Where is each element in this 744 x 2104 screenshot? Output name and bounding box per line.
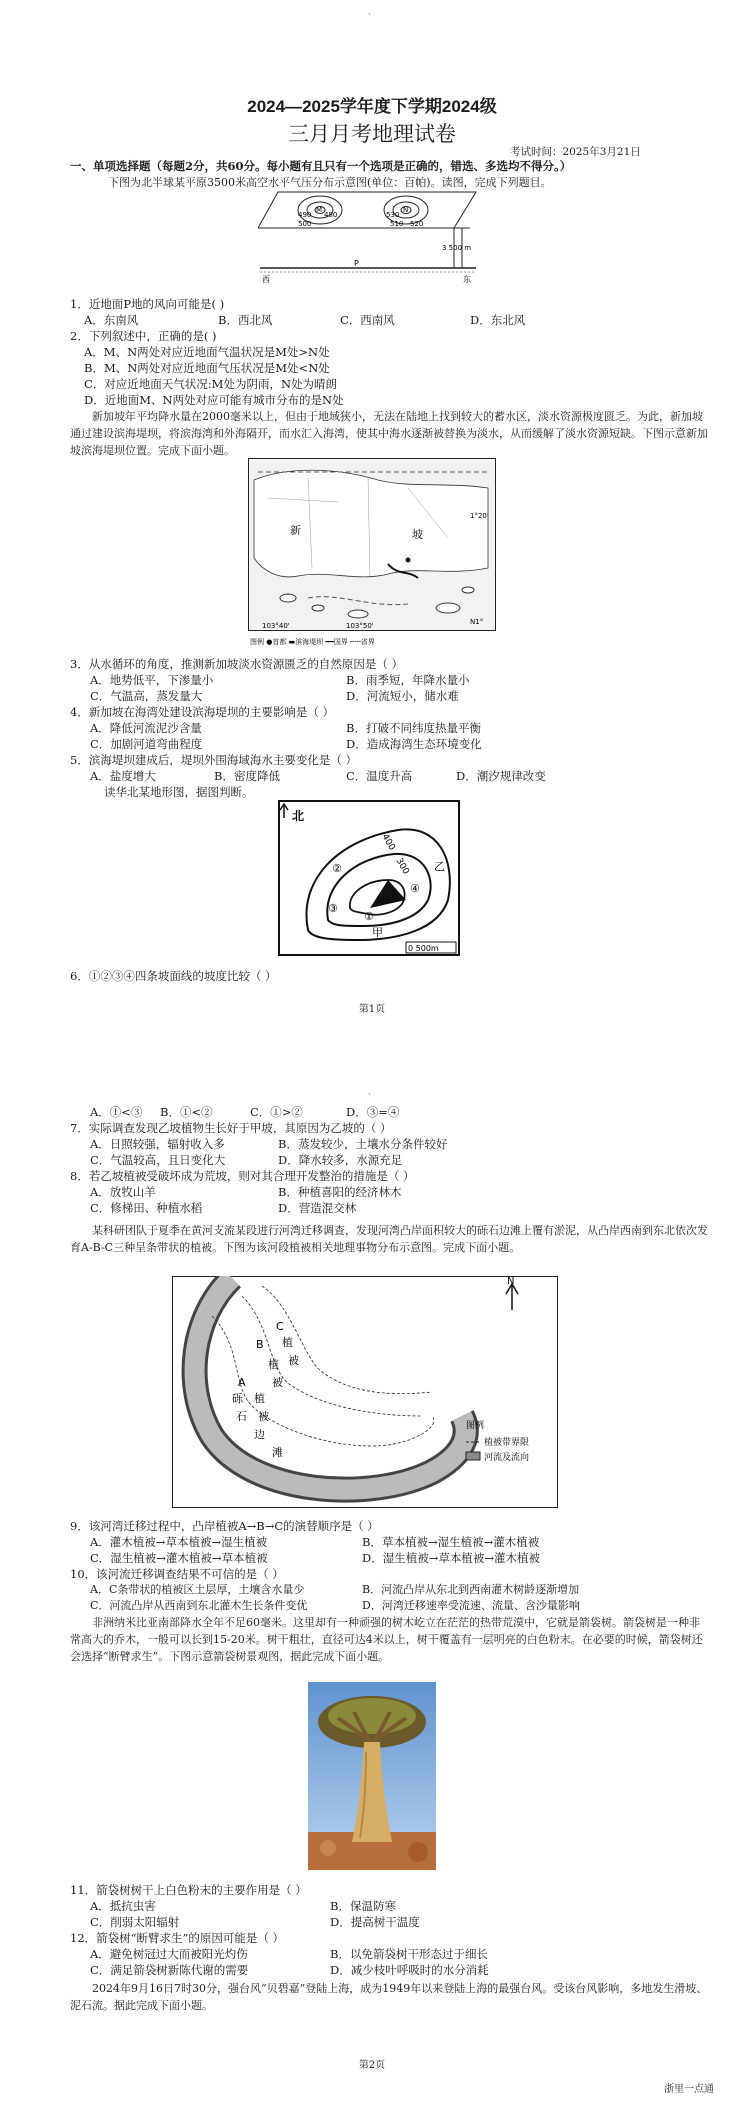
page-mark: · xyxy=(368,1090,371,1100)
q2-option-b[interactable]: B．M、N两处对应近地面气压状况是M处<N处 xyxy=(84,361,330,375)
fig1-label-500: 500 xyxy=(298,220,312,228)
q4-option-d[interactable]: D．造成海湾生态环境变化 xyxy=(346,737,482,751)
label-jia: 甲 xyxy=(372,926,383,939)
fig1-label-n: N xyxy=(403,206,409,214)
fig1-label-510: 510 xyxy=(390,220,404,228)
singapore-map xyxy=(248,458,496,650)
page-mark: · xyxy=(368,10,371,20)
q2-option-a[interactable]: A．M、N两处对应近地面气温状况是M处>N处 xyxy=(84,345,330,359)
river-zhi-a: 植 xyxy=(254,1392,265,1405)
q10-stem: 10．该河流迁移调查结果不可信的是（ ） xyxy=(70,1567,284,1581)
q5-option-b[interactable]: B．密度降低 xyxy=(214,769,280,783)
q7-option-c[interactable]: C．气温较高，且日变化大 xyxy=(90,1153,226,1167)
fig1-point-p: P xyxy=(354,259,359,268)
river-zhi-b: 植 xyxy=(268,1358,279,1371)
q2-option-d[interactable]: D．近地面M、N两处对应可能有城市分布的是N处 xyxy=(84,393,344,407)
fig1-west: 西 xyxy=(262,275,270,284)
page-number-1: 第1页 xyxy=(358,1004,386,1015)
intro-q3: 新加坡年平均降水量在2000毫米以上，但由于地域狭小，无法在陆地上找到较大的蓄水区，淡水资源极度匮乏。为此，新加坡通过建设滨海堤坝，将滨海湾和外海隔开，而水汇入海湾，使其中海水逐渐被替换为淡水，从而缓解了淡水资源短缺。下图示意新加坡滨海堤坝位置。完成下面小题。 xyxy=(70,410,708,457)
map-lon1: 103°40' xyxy=(262,622,290,630)
q2-option-c[interactable]: C．对应近地面天气状况:M处为阴雨，N处为晴朗 xyxy=(84,377,338,391)
q8-option-c[interactable]: C．修梯田、种植水稻 xyxy=(90,1201,203,1215)
intro-q6: 读华北某地形图，据图判断。 xyxy=(104,785,254,799)
q10-option-b[interactable]: B．河流凸岸从东北到西南灌木树龄逐渐增加 xyxy=(362,1583,580,1596)
q6-option-a[interactable]: A．①<③ xyxy=(90,1105,143,1119)
q5-stem: 5．滨海堤坝建成后，堤坝外围海域海水主要变化是（ ） xyxy=(70,753,357,767)
exam-subtitle: 三月月考地理试卷 xyxy=(288,122,456,146)
q3-option-b[interactable]: B．雨季短，年降水量小 xyxy=(346,673,470,687)
river-bian: 边 xyxy=(254,1428,265,1441)
map-lat2: N1° xyxy=(470,618,484,626)
page-number-2: 第2页 xyxy=(358,2060,386,2071)
river-legend-title: 图例 xyxy=(466,1421,485,1431)
contour-north: 北 xyxy=(292,809,305,823)
q5-option-d[interactable]: D．潮汐规律改变 xyxy=(456,769,546,783)
q7-option-d[interactable]: D．降水较多，水源充足 xyxy=(278,1153,403,1167)
river-bei-b: 被 xyxy=(272,1376,283,1389)
q2-stem: 2．下列叙述中，正确的是( ) xyxy=(70,329,217,343)
q9-option-d[interactable]: D．湿生植被→草本植被→灌木植被 xyxy=(362,1551,540,1565)
q4-option-c[interactable]: C．加剧河道弯曲程度 xyxy=(90,737,203,751)
contour-scale: 0 500m xyxy=(408,944,439,953)
contour-label-400: 400 xyxy=(379,832,397,853)
point-2: ② xyxy=(332,862,342,875)
fig1-label-530: 530 xyxy=(386,211,400,219)
fig1-label-490: 490 xyxy=(298,211,312,219)
intro-q9: 某科研团队于夏季在黄河支流某段进行河湾迁移调查，发现河湾凸岸面积较大的砾石边滩上覆有淤泥，从凸岸西南到东北依次发育A-B-C三种呈条带状的植被。下图为该河段植被相关地理事物分布示意图。完成下面小题。 xyxy=(70,1224,708,1254)
q3-stem: 3．从水循环的角度，推测新加坡淡水资源匮乏的自然原因是（ ） xyxy=(70,657,403,671)
q8-option-b[interactable]: B．种植喜阳的经济林木 xyxy=(278,1185,402,1199)
river-meander-diagram xyxy=(172,1276,558,1508)
section-title: 一、单项选择题（每题2分，共60分。每小题有且只有一个选项是正确的，错选、多选均不得分。） xyxy=(70,159,572,173)
q11-option-c[interactable]: C．削弱太阳辐射 xyxy=(90,1915,180,1929)
q4-option-a[interactable]: A．降低河流泥沙含量 xyxy=(90,721,202,735)
fig1-label-m: M xyxy=(316,206,323,214)
q1-option-d[interactable]: D．东北风 xyxy=(470,313,526,327)
q1-option-a[interactable]: A．东南风 xyxy=(84,313,139,327)
page-2 xyxy=(0,1090,744,2104)
q6-option-c[interactable]: C．①>② xyxy=(250,1105,303,1119)
q11-option-b[interactable]: B．保温防寒 xyxy=(330,1899,396,1913)
q10-option-d[interactable]: D．河湾迁移速率受流速、流量、含沙量影响 xyxy=(362,1599,580,1612)
q9-stem: 9．该河湾迁移过程中，凸岸植被A→B→C的演替顺序是（ ） xyxy=(70,1519,379,1533)
river-label-a: A xyxy=(238,1376,246,1389)
river-north: N xyxy=(507,1276,515,1287)
river-bei-a: 被 xyxy=(258,1410,269,1423)
q4-option-b[interactable]: B．打破不同纬度热量平衡 xyxy=(346,721,481,735)
q11-option-a[interactable]: A．抵抗虫害 xyxy=(90,1899,156,1913)
exam-title: 2024—2025学年度下学期2024级 xyxy=(247,97,497,116)
fig1-east: 东 xyxy=(463,275,471,284)
intro-q1: 下图为北半球某平原3500米高空水平气压分布示意图(单位：百帕)。读图，完成下列题目。 xyxy=(108,176,552,189)
river-label-b: B xyxy=(256,1338,264,1351)
river-legend-river: 河流及流向 xyxy=(484,1453,530,1463)
contour-map xyxy=(278,800,460,956)
river-bei-c: 被 xyxy=(288,1354,299,1367)
q7-option-a[interactable]: A．日照较强，辐射收入多 xyxy=(90,1137,225,1151)
intro-q13: 2024年9月16日7时30分，强台风“贝碧嘉”登陆上海，成为1949年以来登陆上海的最强台风。受该台风影响，多地发生滑坡、泥石流。据此完成下面小题。 xyxy=(70,1982,708,2012)
q3-option-c[interactable]: C．气温高，蒸发量大 xyxy=(90,689,203,703)
map-lon2: 103°50' xyxy=(346,622,374,630)
q12-option-d[interactable]: D．减少枝叶呼吸时的水分消耗 xyxy=(330,1963,489,1977)
q12-option-a[interactable]: A．避免树冠过大而被阳光灼伤 xyxy=(90,1947,248,1961)
map-label-xin: 新 xyxy=(290,524,301,537)
point-1: ① xyxy=(364,910,374,923)
map-lat1: 1°20' xyxy=(470,512,489,520)
q5-option-c[interactable]: C．温度升高 xyxy=(346,769,413,783)
river-zhi-c: 植 xyxy=(282,1336,293,1349)
point-4: ④ xyxy=(410,882,420,895)
q12-option-b[interactable]: B．以免箭袋树干形态过于细长 xyxy=(330,1947,488,1961)
q9-option-c[interactable]: C．湿生植被→灌木植被→草本植被 xyxy=(90,1551,268,1565)
watermark: 浙里一点通 xyxy=(664,2084,714,2095)
q6-option-d[interactable]: D．③=④ xyxy=(346,1105,400,1119)
river-li: 砾 xyxy=(232,1392,243,1405)
pressure-diagram xyxy=(258,188,478,288)
fig1-label-520: 520 xyxy=(410,220,424,228)
q5-option-a[interactable]: A．盐度增大 xyxy=(90,769,156,783)
q3-option-d[interactable]: D．河流短小，储水难 xyxy=(346,689,459,703)
river-label-c: C xyxy=(276,1320,284,1333)
q11-option-d[interactable]: D．提高树干温度 xyxy=(330,1915,420,1929)
exam-time: 考试时间：2025年3月21日 xyxy=(510,146,641,158)
q1-option-b[interactable]: B．西北风 xyxy=(218,313,273,327)
q6-option-b[interactable]: B．①<② xyxy=(160,1105,213,1119)
q6-stem: 6．①②③④四条坡面线的坡度比较（ ） xyxy=(70,969,277,983)
q10-option-a[interactable]: A．C条带状的植被区土层厚，土壤含水量少 xyxy=(90,1583,305,1596)
fig1-height: 3 500 m xyxy=(442,244,472,252)
q12-stem: 12．箭袋树“断臂求生”的原因可能是（ ） xyxy=(70,1931,285,1945)
q8-stem: 8．若乙坡植被受破坏成为荒坡，则对其合理开发整治的措施是（ ） xyxy=(70,1169,415,1183)
q1-stem: 1．近地面P地的风向可能是( ) xyxy=(70,297,225,311)
map-label-po: 坡 xyxy=(412,528,423,541)
river-legend-boundary: 植被带界限 xyxy=(484,1438,530,1448)
intro-q11: 非洲纳米比亚南部降水全年不足60毫米。这里却有一种顽强的树木屹立在茫茫的热带荒漠中，它就是箭袋树。箭袋树是一种非常高大的乔木，一般可以长到15-20米。树干粗壮，直径可达4米以上，树干覆盖有一层明亮的白色粉末。在必要的时候，箭袋树还会选择“断臂求生”。下图示意箭袋树景观图，据此完成下面小题。 xyxy=(70,1616,703,1663)
q11-stem: 11．箭袋树树干上白色粉末的主要作用是（ ） xyxy=(70,1883,307,1897)
q3-option-a[interactable]: A．地势低平，下渗量小 xyxy=(90,673,214,687)
q10-option-c[interactable]: C．河流凸岸从西南到东北灌木生长条件变优 xyxy=(90,1599,308,1612)
label-yi: 乙 xyxy=(434,860,445,873)
q9-option-b[interactable]: B．草本植被→湿生植被→灌木植被 xyxy=(362,1535,540,1549)
q4-stem: 4．新加坡在海湾处建设滨海堤坝的主要影响是（ ） xyxy=(70,705,334,719)
point-3: ③ xyxy=(328,902,338,915)
q7-option-b[interactable]: B．蒸发较少，土壤水分条件较好 xyxy=(278,1137,448,1151)
q9-option-a[interactable]: A．灌木植被→草本植被→湿生植被 xyxy=(90,1535,268,1549)
q8-option-a[interactable]: A．放牧山羊 xyxy=(90,1185,156,1199)
q8-option-d[interactable]: D．营造混交林 xyxy=(278,1201,357,1215)
river-tan: 滩 xyxy=(272,1446,283,1459)
q12-option-c[interactable]: C．满足箭袋树新陈代谢的需要 xyxy=(90,1963,249,1977)
river-shi: 石 xyxy=(236,1410,247,1423)
contour-label-300: 300 xyxy=(393,856,411,877)
q7-stem: 7．实际调查发现乙坡植物生长好于甲坡，其原因为乙坡的（ ） xyxy=(70,1121,392,1135)
q1-option-c[interactable]: C．西南风 xyxy=(340,313,395,327)
fig1-label-480: 480 xyxy=(324,211,338,219)
map-legend: 图例 ●首都 ▬滨海堤坝 ━━国界 ─·─省界 xyxy=(250,638,375,646)
quiver-tree-photo xyxy=(308,1682,436,1870)
